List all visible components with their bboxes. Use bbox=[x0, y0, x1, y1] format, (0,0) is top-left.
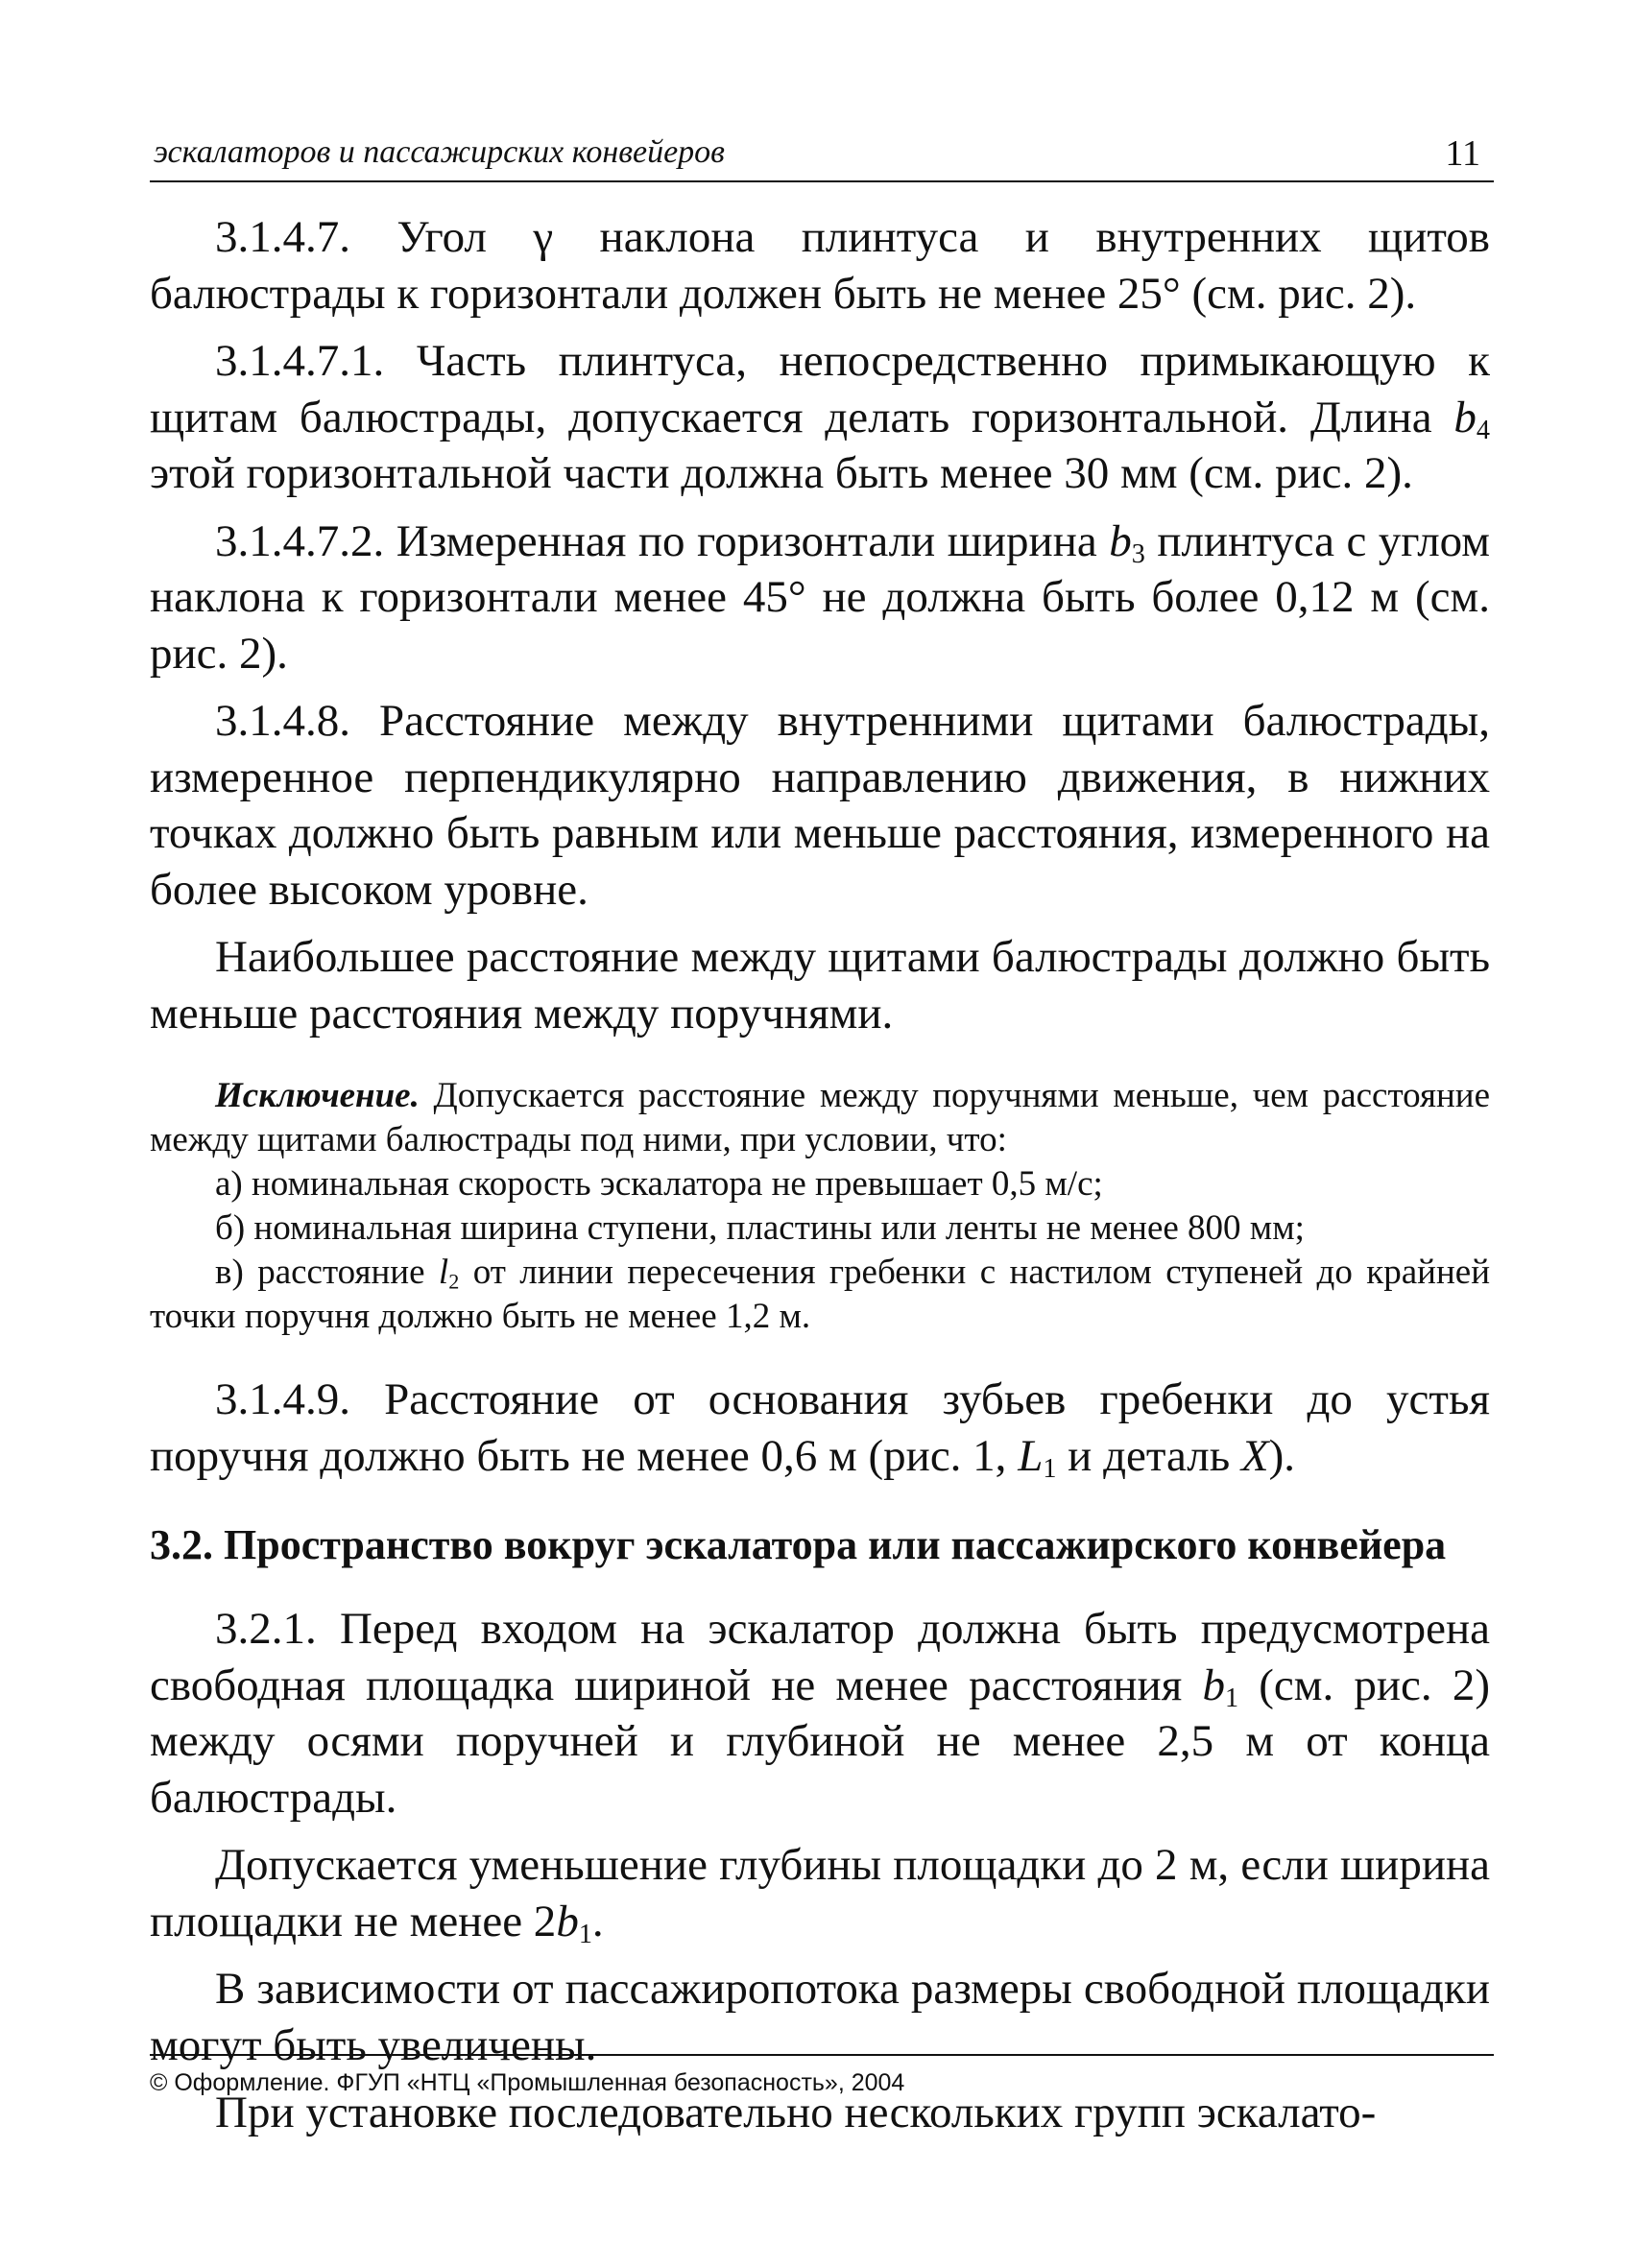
exception-label: Исключение. bbox=[215, 1076, 420, 1115]
paragraph-3-1-4-7: 3.1.4.7. Угол γ наклона плинтуса и внутренних щитов балюстрады к горизонтали должен быть не менее 25° (см. рис. 2). bbox=[150, 212, 1490, 319]
paragraph-passenger-flow: В зависимости от пассажиропотока размеры свободной площадки могут быть увеличены. bbox=[150, 1964, 1490, 2070]
header-title: эскалаторов и пассажирских конвейеров bbox=[154, 134, 725, 170]
paragraph-depth-reduction: Допускается уменьшение глубины площадки до 2 м, если ширина площадки не менее $2b_1$. bbox=[150, 1840, 1490, 1949]
exception-paragraph: Исключение. Допускается расстояние между поручнями меньше, чем расстояние между щитами балюстрады под ними, при условии, что: bbox=[150, 1076, 1490, 1159]
body-text bbox=[150, 209, 1490, 2141]
exception-item-c: в) расстояние $l_2$ от линии пересечения гребенки с настилом ступеней до крайней точки поручня должно быть не менее 1,2 м. bbox=[150, 1253, 1490, 1336]
paragraph-3-1-4-9: 3.1.4.9. Расстояние от основания зубьев гребенки до устья поручня должно быть не менее 0,6 м (рис. 1, $L_1$ и деталь X). bbox=[150, 1374, 1490, 1484]
copyright-footer: © Оформление. ФГУП «НТЦ «Промышленная безопасность», 2004 bbox=[150, 2054, 1494, 2097]
exception-item-b: б) номинальная ширина ступени, пластины или ленты не менее 800 мм; bbox=[215, 1208, 1305, 1248]
paragraph-3-1-4-8: 3.1.4.8. Расстояние между внутренними щитами балюстрады, измеренное перпендикулярно направлению движения, в нижних точках должно быть равным или меньше расстояния, измеренного на более высоком уровне. bbox=[150, 696, 1490, 915]
running-header bbox=[150, 127, 1494, 182]
paragraph-3-1-4-7-2: 3.1.4.7.2. Измеренная по горизонтали ширина $b_3$ плинтуса с углом наклона к горизонтали менее 45° не должна быть более 0,12 м (см. рис. 2). bbox=[150, 515, 1490, 679]
exception-item-a: а) номинальная скорость эскалатора не превышает 0,5 м/с; bbox=[215, 1164, 1103, 1204]
paragraph-3-1-4-7-1: 3.1.4.7.1. Часть плинтуса, непосредственно примыкающую к щитам балюстрады, допускается делать горизонтальной. Длина $b_4$ этой горизонтальной части должна быть менее 30 мм (см. рис. 2). bbox=[150, 336, 1490, 498]
paragraph-sequential-install: При установке последовательно нескольких групп эскалато- bbox=[215, 2088, 1377, 2137]
section-heading: 3.2. Пространство вокруг эскалатора или пассажирского конвейера bbox=[150, 1521, 1447, 1568]
paragraph-3-2-1: 3.2.1. Перед входом на эскалатор должна быть предусмотрена свободная площадка шириной не менее расстояния $b_1$ (см. рис. 2) между осями поручней и глубиной не менее 2,5 м от конца балюстрады. bbox=[150, 1604, 1490, 1823]
page-number: 11 bbox=[1445, 133, 1480, 174]
paragraph-max-distance: Наибольшее расстояние между щитами балюстрады должно быть меньше расстояния между поручнями. bbox=[150, 932, 1490, 1039]
